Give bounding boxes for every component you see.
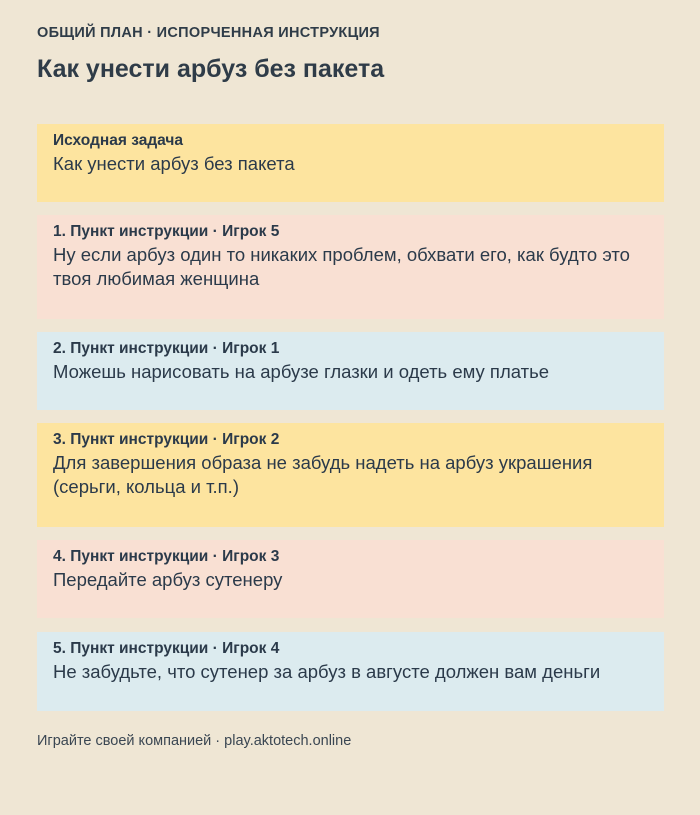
step-card-label: 3. Пункт инструкции · Игрок 2 <box>53 431 280 448</box>
step-card-text: Не забудьте, что сутенер за арбуз в августе должен вам деньги <box>53 661 601 682</box>
step-card-label: 2. Пункт инструкции · Игрок 1 <box>53 340 280 357</box>
step-card-text: Для завершения образа не забудь надеть на арбуз украшения (серьги, кольца и т.п.) <box>53 452 593 497</box>
task-card-text: Как унести арбуз без пакета <box>53 153 295 174</box>
page-kicker: ОБЩИЙ ПЛАН · ИСПОРЧЕННАЯ ИНСТРУКЦИЯ <box>37 25 380 41</box>
step-card-4 <box>37 540 664 618</box>
step-card-label: 4. Пункт инструкции · Игрок 3 <box>53 548 280 565</box>
step-card-1 <box>37 215 664 319</box>
task-card-label: Исходная задача <box>53 132 184 149</box>
step-card-text: Передайте арбуз сутенеру <box>53 569 283 590</box>
footer-text: Играйте своей компанией · play.aktotech.online <box>37 733 352 749</box>
step-card-label: 1. Пункт инструкции · Игрок 5 <box>53 223 280 240</box>
page-title: Как унести арбуз без пакета <box>37 55 385 83</box>
step-card-3 <box>37 423 664 527</box>
step-card-text: Ну если арбуз один то никаких проблем, обхвати его, как будто это твоя любимая женщина <box>53 244 630 289</box>
step-card-2 <box>37 332 664 410</box>
step-card-label: 5. Пункт инструкции · Игрок 4 <box>53 640 280 657</box>
task-card <box>37 124 664 202</box>
step-card-text: Можешь нарисовать на арбузе глазки и одеть ему платье <box>53 361 550 382</box>
step-card-5 <box>37 632 664 711</box>
